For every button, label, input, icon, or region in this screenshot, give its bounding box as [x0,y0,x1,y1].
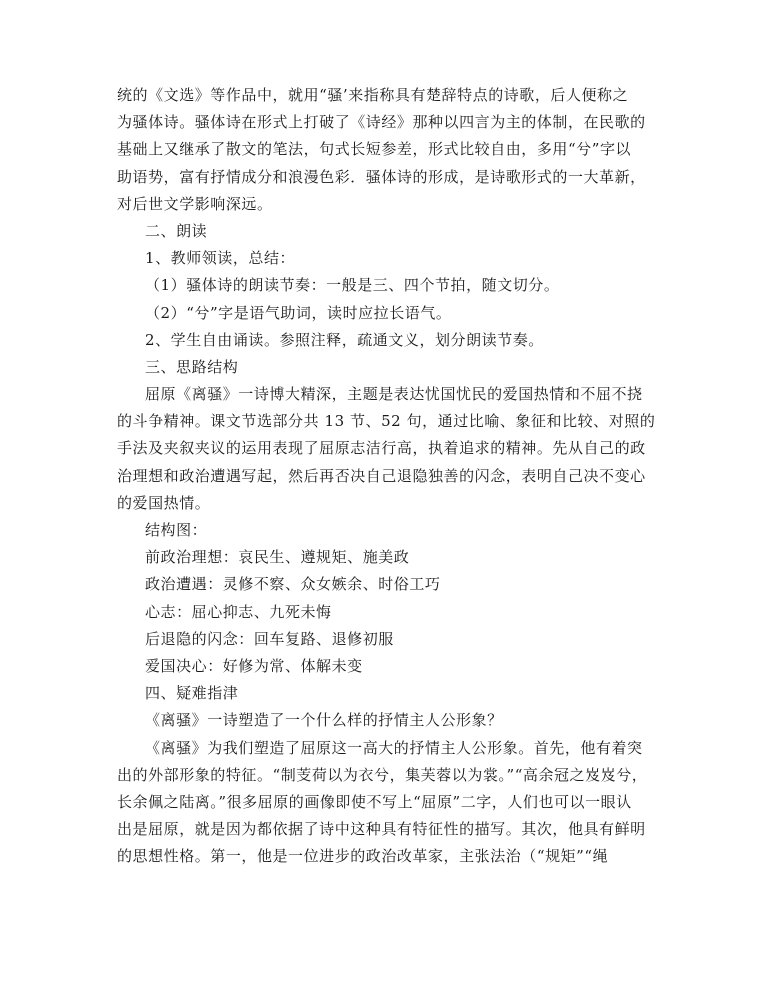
text-line: 对后世文学影响深远。 [117,194,273,213]
structure-item: 心志：屈心抑志、九死未悔 [145,602,332,621]
structure-item: 爱国决心：好修为常、体解未变 [145,656,363,675]
question-line: 《离骚》一诗塑造了一个什么样的抒情主人公形象？ [145,711,503,730]
text-line: 长余佩之陆离。”很多屈原的画像即使不写上“屈原”二字，人们也可以一眼认 [117,792,632,811]
section-heading-recitation: 二、朗读 [145,221,208,240]
text-line: 的思想性格。第一，他是一位进步的政治改革家，主张法治（“规矩”“绳 [117,847,609,866]
text-line: 为骚体诗。骚体诗在形式上打破了《诗经》那种以四言为主的体制，在民歌的 [117,113,646,132]
text-line: （2）“兮”字是语气助词，读时应拉长语气。 [145,303,452,322]
structure-diagram-label: 结构图： [145,521,208,539]
section-heading-difficulties: 四、疑难指津 [145,684,239,703]
text-line: 基础上又继承了散文的笔法，句式长短参差，形式比较自由，多用“兮”字以 [117,140,632,159]
structure-item: 政治遭遇：灵修不察、众女嫉余、时俗工巧 [145,575,441,594]
text-line: 2、学生自由诵读。参照注释，疏通文义，划分朗读节奏。 [145,330,544,349]
structure-item: 后退隐的闪念：回车复路、退修初服 [145,629,394,648]
text-line: 助语势，富有抒情成分和浪漫色彩．骚体诗的形成，是诗歌形式的一大革新， [117,167,646,186]
text-line: 1、教师领读，总结： [145,249,296,268]
text-line: 手法及夹叙夹议的运用表现了屈原志洁行高，执着追求的精神。先从自己的政 [117,439,646,458]
text-line: 统的《文选》等作品中，就用“骚’来指称具有楚辞特点的诗歌，后人便称之 [117,86,629,104]
text-line: 《离骚》为我们塑造了屈原这一高大的抒情主人公形象。首先，他有着突 [145,738,643,757]
text-line: （1）骚体诗的朗读节奏：一般是三、四个节拍，随文切分。 [145,276,560,295]
section-heading-structure: 三、思路结构 [145,357,239,376]
text-line: 的爱国热情。 [117,493,211,512]
text-line: 出是屈原，就是因为都依据了诗中这种具有特征性的描写。其次，他具有鲜明 [117,820,646,839]
text-line: 屈原《离骚》一诗博大精深，主题是表达忧国忧民的爱国热情和不屈不挠 [145,385,643,404]
text-line: 出的外部形象的特征。“制芰荷以为衣兮，集芙蓉以为裳。”“高余冠之岌岌兮， [117,765,648,784]
structure-item: 前政治理想：哀民生、遵规矩、施美政 [145,548,410,567]
text-line: 的斗争精神。课文节选部分共 13 节、52 句，通过比喻、象征和比较、对照的 [117,412,656,431]
document-page [117,82,657,870]
text-line: 治理想和政治遭遇写起，然后再否决自己退隐独善的闪念，表明自己决不变心 [117,466,646,485]
